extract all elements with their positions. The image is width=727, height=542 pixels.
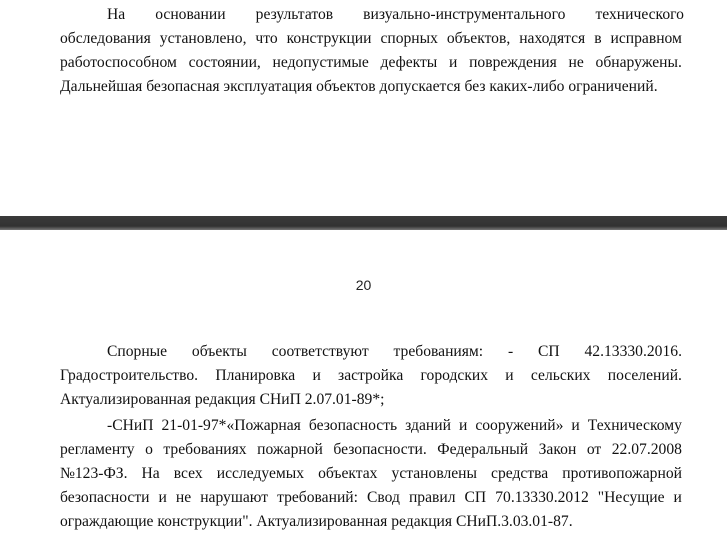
- word: исследуемых: [216, 465, 305, 482]
- word: требованиях: [163, 441, 247, 458]
- word: сельских: [530, 367, 591, 384]
- word: что: [255, 30, 278, 47]
- text-line: [107, 414, 682, 438]
- word: и: [505, 367, 514, 384]
- word: и: [312, 367, 321, 384]
- text-line: [60, 438, 682, 462]
- word: результатов: [255, 6, 334, 23]
- word: №123-ФЗ.: [60, 465, 128, 482]
- text-line: [60, 51, 682, 75]
- word: СП: [538, 343, 560, 360]
- word: спорных: [380, 30, 438, 47]
- word: объекты: [191, 343, 247, 360]
- text-line: Дальнейшая безопасная эксплуатация объектов допускается без каких-либо ограничений.: [60, 78, 658, 95]
- word: противопожарной: [562, 465, 682, 482]
- word: от: [586, 441, 602, 458]
- word: недопустимые: [272, 54, 369, 71]
- word: На: [141, 465, 160, 482]
- page-separator: [0, 216, 727, 230]
- word: объектах: [318, 465, 378, 482]
- word: 42.13330.2016.: [584, 343, 682, 360]
- word: и: [449, 54, 458, 71]
- text-line: [60, 27, 682, 51]
- word: требований:: [277, 489, 358, 506]
- word: установлены: [391, 465, 477, 482]
- word: в: [594, 30, 602, 47]
- word: пожарной: [257, 441, 323, 458]
- word: безопасности.: [333, 441, 427, 458]
- word: технического: [595, 6, 684, 23]
- word: и: [458, 417, 468, 434]
- word: обследования: [60, 30, 151, 47]
- word: правил: [408, 489, 456, 506]
- text-line: ограждающие конструкции". Актуализированная редакция СНиП.3.03.01-87.: [60, 513, 573, 530]
- text-line: [107, 340, 682, 364]
- word: -СНиП: [107, 417, 154, 434]
- word: работоспособном: [60, 54, 177, 71]
- word: Техническому: [587, 417, 682, 434]
- word: повреждения: [469, 54, 557, 71]
- word: дефекты: [380, 54, 438, 71]
- word: застройка: [338, 367, 404, 384]
- word: не: [175, 489, 192, 506]
- text-line: Актуализированная редакция СНиП 2.07.01-89*;: [60, 391, 385, 408]
- word: безопасность: [308, 417, 398, 434]
- text-line: [60, 486, 682, 510]
- word: зданий: [405, 417, 451, 434]
- word: Спорные: [107, 343, 168, 360]
- word: установлено,: [159, 30, 247, 47]
- word: Закон: [538, 441, 577, 458]
- text-line: [60, 364, 682, 388]
- word: Градостроительство.: [60, 367, 199, 384]
- word: находятся: [519, 30, 586, 47]
- word: -: [507, 343, 514, 360]
- document-page-bottom: [0, 230, 727, 542]
- word: обнаружены.: [595, 54, 682, 71]
- word: безопасности: [60, 489, 150, 506]
- word: 21-01-97*«Пожарная: [161, 417, 301, 434]
- word: и: [571, 417, 580, 434]
- word: основании: [155, 6, 226, 23]
- word: 22.07.2008: [611, 441, 682, 458]
- word: исправном: [610, 30, 682, 47]
- word: "Несущие: [597, 489, 665, 506]
- word: объектов,: [446, 30, 511, 47]
- word: о: [145, 441, 153, 458]
- word: и: [673, 489, 682, 506]
- page-number: 20: [355, 277, 372, 293]
- word: СП: [464, 489, 487, 506]
- word: состоянии,: [188, 54, 261, 71]
- word: Свод: [366, 489, 400, 506]
- text-line: [107, 3, 684, 27]
- word: нарушают: [200, 489, 269, 506]
- word: 70.13330.2012: [495, 489, 589, 506]
- word: визуально-инструментального: [363, 6, 566, 23]
- word: регламенту: [60, 441, 135, 458]
- word: Федеральный: [437, 441, 529, 458]
- word: требованиям:: [393, 343, 484, 360]
- word: всех: [173, 465, 203, 482]
- document-page-top: [0, 0, 727, 216]
- word: и: [158, 489, 167, 506]
- word: сооружений»: [475, 417, 564, 434]
- word: не: [568, 54, 584, 71]
- word: городских: [420, 367, 489, 384]
- word: конструкции: [286, 30, 372, 47]
- word: средства: [491, 465, 549, 482]
- text-line: [60, 462, 682, 486]
- word: Планировка: [215, 367, 296, 384]
- word: поселений.: [607, 367, 682, 384]
- word: На: [107, 6, 126, 23]
- word: соответствуют: [271, 343, 369, 360]
